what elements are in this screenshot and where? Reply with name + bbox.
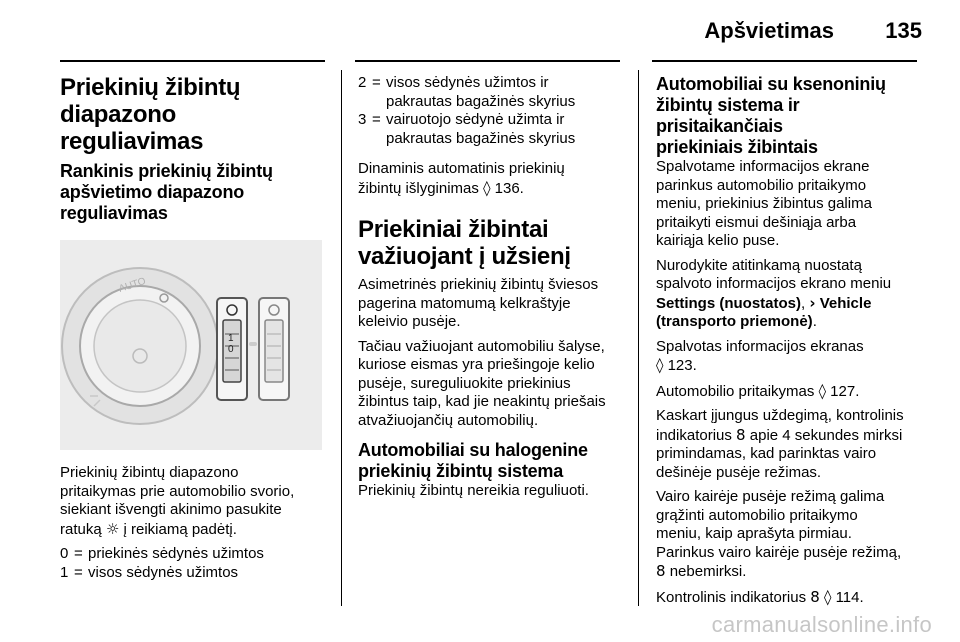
- paragraph-indicator-flash: Kaskart įjungus uždegimą, kontrolinis indikatorius 8 apie 4 sekundes mirksi primindamas, kad parinktas vairo dešinėje pusėje režimas.: [656, 407, 904, 481]
- page-link-127[interactable]: 127.: [830, 382, 860, 400]
- headlight-range-icon: ☼: [105, 519, 120, 538]
- light-switch-illustration: [60, 240, 322, 450]
- cross-reference-icon: ◊: [483, 178, 491, 197]
- section-heading-range-adjustment: Priekinių žibintų diapazono reguliavimas: [60, 74, 241, 155]
- light-switch-drawing: [60, 240, 322, 450]
- running-header-title: Apšvietimas: [704, 18, 834, 43]
- cross-reference-icon: ◊: [818, 381, 826, 400]
- caption-range-adjustment: Priekinių žibintų diapazono pritaikymas prie automobilio svorio, siekiant išvengti akinimo pasukite ratuką ☼ į reikiamą padėtį.: [60, 464, 295, 538]
- page-link-114[interactable]: 114.: [835, 588, 864, 606]
- setting-list-0-1: [60, 545, 328, 582]
- paragraph-indicator-ref: Kontrolinis indikatorius 8 ◊ 114.: [656, 587, 864, 606]
- paragraph-asymmetric-light: Asimetrinės priekinių žibintų šviesos pagerina matomumą kelkraštyje keleivio pusėje.: [358, 276, 599, 330]
- column-2-top-rule: [355, 60, 620, 62]
- column-3-top-rule: [652, 60, 917, 62]
- dynamic-leveling-reference: Dinaminis automatinis priekinių žibintų išlyginimas ◊ 136.: [358, 160, 565, 197]
- column-1-top-rule: [60, 60, 325, 62]
- paragraph-opposite-traffic: Tačiau važiuojant automobiliu šalyse, kuriose eismas yra priešingoje kelio pusėje, sureguliuokite priekinius žibintus taip, kad jie neakintų priešais atvažiuojančių automobilių.: [358, 337, 606, 429]
- paragraph-personalization-ref: Automobilio pritaikymas ◊ 127.: [656, 381, 860, 400]
- paragraph-colour-display-ref: Spalvotas informacijos ekranas ◊ 123.: [656, 337, 864, 374]
- paragraph-halogen-note: Priekinių žibintų nereikia reguliuoti.: [358, 482, 589, 499]
- setting-list-2-3: [358, 74, 626, 148]
- paragraph-adapt-traffic: Spalvotame informacijos ekrane parinkus automobilio pritaikymo meniu, priekinius žibintus galima pritaikyti eismui dešiniąja arba kairiąja kelio puse.: [656, 158, 872, 249]
- list-item: 2 = visos sėdynės užimtos ir pakrautas bagažinės skyrius: [358, 74, 576, 110]
- menu-vehicle: Vehicle (transporto priemonė): [656, 294, 872, 330]
- control-indicator-icon: 8: [736, 425, 746, 444]
- column-3: [656, 74, 924, 613]
- column-2: [358, 74, 626, 507]
- subheading-halogen: Automobiliai su halogenine priekinių žibintų sistema: [358, 440, 588, 481]
- wheel-label-0: 0: [228, 344, 234, 355]
- control-indicator-icon: 8: [656, 562, 666, 580]
- page-link-136[interactable]: 136.: [494, 179, 524, 197]
- list-item: 3 = vairuotojo sėdynė užimta ir pakrautas bagažinės skyrius: [358, 111, 576, 147]
- page-link-123[interactable]: 123.: [667, 357, 697, 374]
- column-separator-1: [341, 70, 342, 606]
- cross-reference-icon: ◊: [823, 587, 832, 606]
- auto-label: AUTO: [117, 275, 148, 295]
- paragraph-reset-mode: Vairo kairėje pusėje režimą galima grąžinti automobilio pritaikymo meniu, kaip aprašyta pirmiau. Parinkus vairo kairėje pusėje režimą, 8 nebemirksi.: [656, 488, 902, 580]
- column-separator-2: [638, 70, 639, 606]
- subheading-manual-adjustment: Rankinis priekinių žibintų apšvietimo diapazono reguliavimas: [60, 161, 273, 223]
- list-item: 1 = visos sėdynės užimtos: [60, 563, 239, 581]
- paragraph-menu-setting: Nurodykite atitinkamą nuostatą spalvoto informacijos ekrano meniu Settings (nuostatos), › Vehicle (transporto priemonė).: [656, 256, 892, 330]
- menu-settings: Settings (nuostatos): [656, 294, 801, 312]
- section-heading-abroad: Priekiniai žibintai važiuojant į užsienį: [358, 216, 571, 270]
- menu-arrow-icon: ›: [809, 293, 816, 312]
- page-number: 135: [885, 18, 922, 43]
- wheel-label-1: 1: [228, 333, 234, 344]
- watermark: carmanualsonline.info: [711, 612, 932, 637]
- list-item: 0 = priekinės sėdynės užimtos: [60, 545, 264, 562]
- column-1: [60, 74, 328, 588]
- subheading-xenon: Automobiliai su ksenoninių žibintų sistema ir prisitaikančiais priekiniais žibintais: [656, 74, 886, 157]
- cross-reference-icon: ◊: [656, 356, 664, 374]
- control-indicator-icon: 8: [810, 587, 820, 606]
